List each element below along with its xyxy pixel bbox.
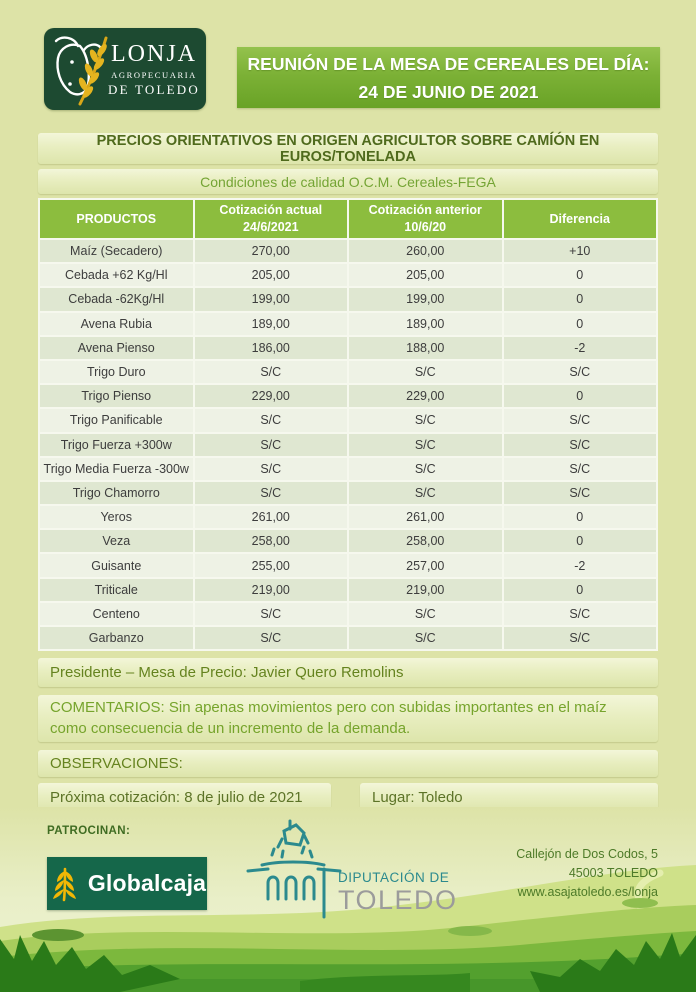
banner-line-1: REUNIÓN DE LA MESA DE CEREALES DEL DÍA: xyxy=(247,53,650,74)
col-header-products xyxy=(39,199,194,239)
cell-product: Avena Pienso xyxy=(39,336,194,360)
lonja-logo xyxy=(44,28,206,110)
col-header-difference xyxy=(503,199,658,239)
cell-current-price: 258,00 xyxy=(194,529,349,553)
prices-table-head xyxy=(39,199,657,239)
cell-difference: S/C xyxy=(503,602,658,626)
prices-table-body xyxy=(39,239,657,650)
cell-previous-price: S/C xyxy=(348,457,503,481)
col-header-line: PRODUCTOS xyxy=(76,211,157,226)
cell-product: Garbanzo xyxy=(39,626,194,650)
diputacion-logo xyxy=(238,813,458,925)
table-row xyxy=(39,336,657,360)
cell-current-price: 229,00 xyxy=(194,384,349,408)
cell-product: Trigo Duro xyxy=(39,360,194,384)
president-bar: Presidente – Mesa de Precio: Javier Quero Remolins xyxy=(38,658,658,687)
cell-difference: 0 xyxy=(503,529,658,553)
cell-current-price: 255,00 xyxy=(194,553,349,577)
col-header-line: Diferencia xyxy=(549,211,610,226)
cell-product: Trigo Panificable xyxy=(39,408,194,432)
cell-product: Avena Rubia xyxy=(39,312,194,336)
cell-previous-price: 219,00 xyxy=(348,578,503,602)
cell-difference: S/C xyxy=(503,408,658,432)
cell-current-price: S/C xyxy=(194,481,349,505)
col-header-line: Cotización actual xyxy=(219,203,323,218)
logo-title: LONJA xyxy=(111,41,197,67)
cell-previous-price: 189,00 xyxy=(348,312,503,336)
cell-difference: 0 xyxy=(503,263,658,287)
cell-current-price: S/C xyxy=(194,457,349,481)
cell-product: Maíz (Secadero) xyxy=(39,239,194,263)
cell-product: Trigo Pienso xyxy=(39,384,194,408)
cell-previous-price: 229,00 xyxy=(348,384,503,408)
table-row xyxy=(39,481,657,505)
comments-bar: COMENTARIOS: Sin apenas movimientos pero con subidas importantes en el maíz como consecuencia de un incremento de la demanda. xyxy=(38,695,658,742)
header-row xyxy=(39,199,657,239)
cell-difference: S/C xyxy=(503,626,658,650)
cell-current-price: S/C xyxy=(194,408,349,432)
diputacion-line-1: DIPUTACIÓN DE xyxy=(338,870,450,885)
banner-line-2: 24 DE JUNIO DE 2021 xyxy=(358,81,539,102)
cell-previous-price: 261,00 xyxy=(348,505,503,529)
cell-current-price: 270,00 xyxy=(194,239,349,263)
cell-previous-price: S/C xyxy=(348,408,503,432)
logo-subtitle-2: DE TOLEDO xyxy=(108,82,200,97)
table-row xyxy=(39,239,657,263)
cell-previous-price: 257,00 xyxy=(348,553,503,577)
cell-difference: S/C xyxy=(503,457,658,481)
table-row xyxy=(39,578,657,602)
cell-current-price: 186,00 xyxy=(194,336,349,360)
place-bar: Lugar: Toledo xyxy=(360,783,658,812)
cell-difference: -2 xyxy=(503,336,658,360)
cell-product: Guisante xyxy=(39,553,194,577)
address-line-1: Callejón de Dos Codos, 5 xyxy=(516,847,658,861)
table-row xyxy=(39,553,657,577)
table-row xyxy=(39,433,657,457)
observations-bar: OBSERVACIONES: xyxy=(38,750,658,777)
prices-table xyxy=(38,198,658,651)
cell-product: Yeros xyxy=(39,505,194,529)
globalcaja-wheat-icon xyxy=(48,865,82,903)
cell-previous-price: 260,00 xyxy=(348,239,503,263)
cell-previous-price: 199,00 xyxy=(348,287,503,311)
cell-previous-price: S/C xyxy=(348,626,503,650)
cell-current-price: 261,00 xyxy=(194,505,349,529)
cell-current-price: S/C xyxy=(194,360,349,384)
cell-difference: S/C xyxy=(503,481,658,505)
table-row xyxy=(39,505,657,529)
contact-address xyxy=(516,845,658,901)
address-line-3: www.asajatoledo.es/lonja xyxy=(517,884,658,899)
table-row xyxy=(39,263,657,287)
prices-title-bar: PRECIOS ORIENTATIVOS EN ORIGEN AGRICULTOR SOBRE CAMÍÓN EN EUROS/TONELADA xyxy=(38,133,658,164)
diputacion-text xyxy=(338,871,458,914)
cell-difference: 0 xyxy=(503,384,658,408)
table-row xyxy=(39,626,657,650)
sponsors-label: PATROCINAN: xyxy=(47,825,131,837)
cell-current-price: 189,00 xyxy=(194,312,349,336)
cell-product: Cebada +62 Kg/Hl xyxy=(39,263,194,287)
cell-previous-price: S/C xyxy=(348,481,503,505)
next-quotation-bar: Próxima cotización: 8 de julio de 2021 xyxy=(38,783,331,812)
cell-difference: S/C xyxy=(503,360,658,384)
col-header-line: 24/6/2021 xyxy=(242,220,299,234)
cell-difference: 0 xyxy=(503,578,658,602)
cell-current-price: S/C xyxy=(194,626,349,650)
cell-previous-price: 188,00 xyxy=(348,336,503,360)
cell-previous-price: S/C xyxy=(348,360,503,384)
table-row xyxy=(39,312,657,336)
cell-product: Veza xyxy=(39,529,194,553)
footer xyxy=(0,807,696,992)
cell-current-price: 199,00 xyxy=(194,287,349,311)
lonja-logo-text xyxy=(106,42,202,98)
cell-current-price: 205,00 xyxy=(194,263,349,287)
table-row xyxy=(39,408,657,432)
diputacion-line-2: TOLEDO xyxy=(338,884,458,915)
col-header-line: 10/6/20 xyxy=(404,220,447,234)
globalcaja-label: Globalcaja xyxy=(87,870,207,896)
col-header-line: Cotización anterior xyxy=(368,203,482,218)
cell-current-price: 219,00 xyxy=(194,578,349,602)
table-row xyxy=(39,384,657,408)
cell-difference: 0 xyxy=(503,287,658,311)
col-header-current xyxy=(194,199,349,239)
table-row xyxy=(39,360,657,384)
globalcaja-logo xyxy=(47,857,207,910)
cell-difference: -2 xyxy=(503,553,658,577)
cell-product: Triticale xyxy=(39,578,194,602)
cell-difference: S/C xyxy=(503,433,658,457)
address-line-2: 45003 TOLEDO xyxy=(568,865,658,880)
cell-previous-price: S/C xyxy=(348,602,503,626)
logo-subtitle-1: AGROPECUARIA xyxy=(111,70,197,80)
cell-previous-price: 205,00 xyxy=(348,263,503,287)
quality-subtitle-bar: Condiciones de calidad O.C.M. Cereales-FEGA xyxy=(38,169,658,194)
cell-difference: +10 xyxy=(503,239,658,263)
meeting-banner xyxy=(237,47,660,108)
cell-product: Trigo Media Fuerza -300w xyxy=(39,457,194,481)
cell-previous-price: S/C xyxy=(348,433,503,457)
header xyxy=(44,28,660,110)
cell-product: Trigo Fuerza +300w xyxy=(39,433,194,457)
table-row xyxy=(39,457,657,481)
cell-current-price: S/C xyxy=(194,602,349,626)
table-row xyxy=(39,602,657,626)
cell-current-price: S/C xyxy=(194,433,349,457)
cell-difference: 0 xyxy=(503,312,658,336)
cell-previous-price: 258,00 xyxy=(348,529,503,553)
diputacion-building-icon xyxy=(238,813,348,923)
table-row xyxy=(39,287,657,311)
table-row xyxy=(39,529,657,553)
cell-difference: 0 xyxy=(503,505,658,529)
cell-product: Cebada -62Kg/Hl xyxy=(39,287,194,311)
cell-product: Trigo Chamorro xyxy=(39,481,194,505)
col-header-previous xyxy=(348,199,503,239)
cell-product: Centeno xyxy=(39,602,194,626)
